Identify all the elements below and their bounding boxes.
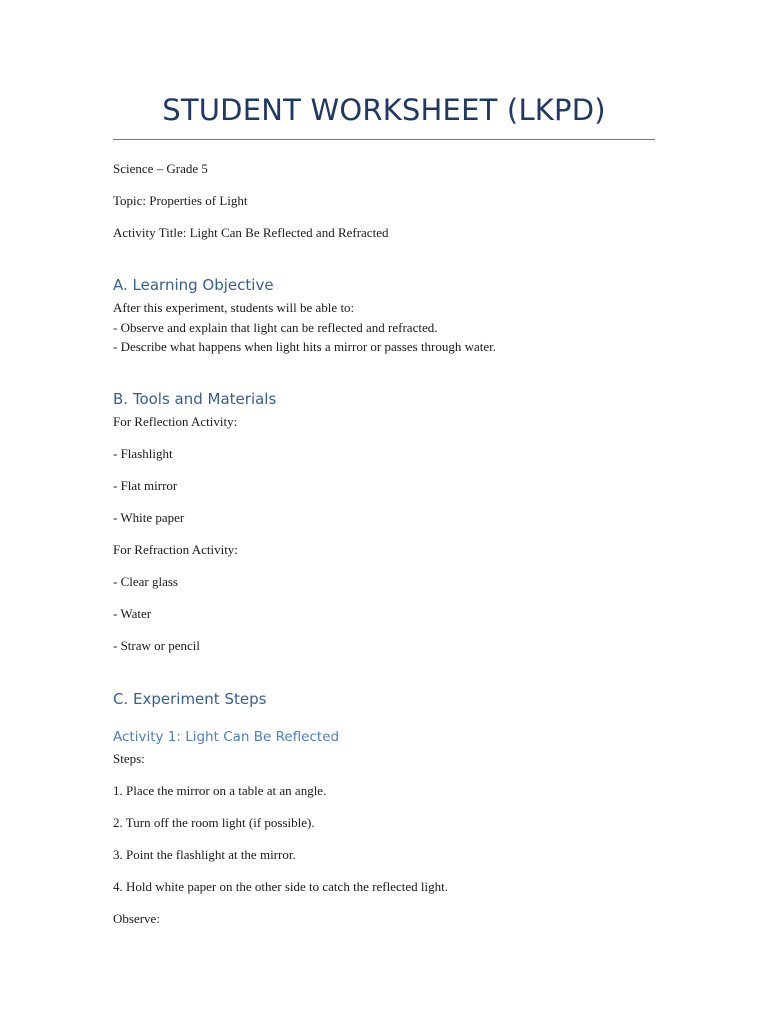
objective-intro: After this experiment, students will be able to: (113, 300, 355, 315)
material-item: - Flashlight (113, 446, 173, 461)
title-underline (113, 139, 655, 140)
section-a-heading: A. Learning Objective (113, 276, 274, 294)
page-title: STUDENT WORKSHEET (LKPD) (162, 93, 606, 127)
material-item: - Straw or pencil (113, 638, 201, 653)
refraction-materials-label: For Refraction Activity: (113, 542, 238, 557)
steps-label: Steps: (113, 751, 145, 766)
observe-label: Observe: (113, 911, 160, 926)
step-item: 3. Point the flashlight at the mirror. (113, 847, 296, 862)
topic-line: Topic: Properties of Light (113, 193, 248, 208)
step-item: 1. Place the mirror on a table at an angle. (113, 783, 327, 798)
activity-1-heading: Activity 1: Light Can Be Reflected (113, 729, 340, 745)
subject-line: Science – Grade 5 (113, 161, 208, 176)
material-item: - Water (113, 606, 152, 621)
step-item: 2. Turn off the room light (if possible). (113, 815, 315, 830)
material-item: - White paper (113, 510, 185, 525)
reflection-materials-label: For Reflection Activity: (113, 414, 238, 429)
objective-item: - Describe what happens when light hits a mirror or passes through water. (113, 339, 497, 354)
material-item: - Flat mirror (113, 478, 178, 493)
section-b-heading: B. Tools and Materials (113, 390, 277, 408)
material-item: - Clear glass (113, 574, 178, 589)
objective-item: - Observe and explain that light can be reflected and refracted. (113, 320, 438, 335)
section-c-heading: C. Experiment Steps (113, 690, 267, 708)
step-item: 4. Hold white paper on the other side to catch the reflected light. (113, 879, 448, 894)
activity-title-line: Activity Title: Light Can Be Reflected and Refracted (113, 225, 389, 240)
